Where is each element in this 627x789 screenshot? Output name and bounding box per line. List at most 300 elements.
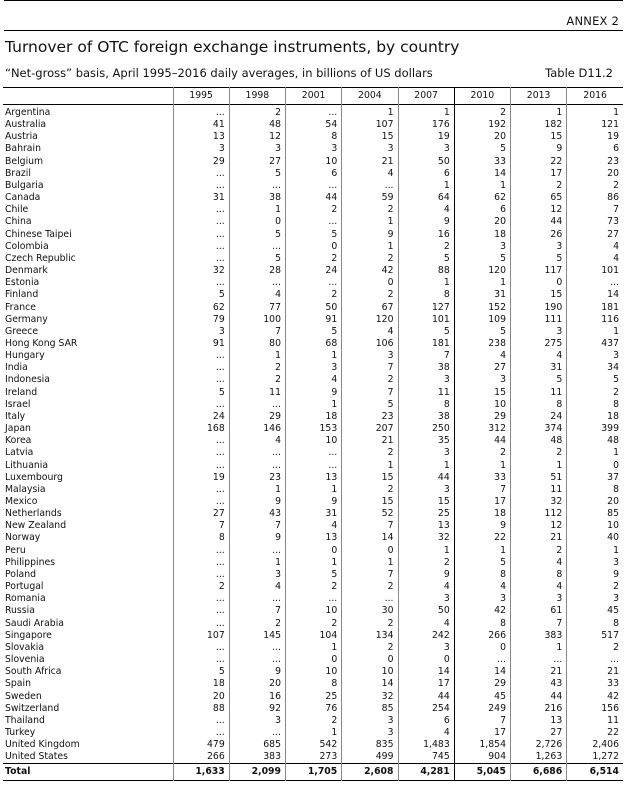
value-cell: 9 (286, 387, 342, 399)
value-cell: 2 (567, 180, 623, 192)
value-cell: 2 (286, 289, 342, 301)
value-cell: 24 (286, 265, 342, 277)
value-cell: ... (173, 241, 229, 253)
value-cell: 5 (173, 666, 229, 678)
value-cell: 18 (454, 229, 510, 241)
value-cell: ... (229, 447, 285, 459)
value-cell: 25 (286, 691, 342, 703)
value-cell: 14 (454, 168, 510, 180)
value-cell: 15 (342, 131, 398, 143)
value-cell: 5 (229, 229, 285, 241)
value-cell: 0 (342, 545, 398, 557)
value-cell: 10 (567, 520, 623, 532)
value-cell: 8 (398, 289, 454, 301)
value-cell: ... (454, 654, 510, 666)
value-cell: 15 (511, 289, 567, 301)
value-cell: 22 (567, 727, 623, 739)
value-cell: 2 (342, 618, 398, 630)
value-cell: 0 (286, 545, 342, 557)
value-cell: 176 (398, 119, 454, 131)
table-row (3, 216, 623, 228)
value-cell: 109 (454, 314, 510, 326)
value-cell: 38 (398, 411, 454, 423)
value-cell: 4 (398, 727, 454, 739)
country-cell: Argentina (5, 107, 51, 118)
value-cell: 1 (342, 557, 398, 569)
country-cell: Poland (5, 568, 37, 580)
value-cell: ... (173, 399, 229, 411)
value-cell: 1 (342, 105, 398, 120)
value-cell: 249 (454, 703, 510, 715)
value-cell: 106 (342, 338, 398, 350)
table-row (3, 435, 623, 447)
table-reference: Table D11.2 (545, 66, 613, 80)
value-cell: 59 (342, 192, 398, 204)
value-cell: ... (173, 105, 229, 120)
value-cell: 13 (398, 520, 454, 532)
value-cell: 29 (454, 411, 510, 423)
value-cell: 44 (286, 192, 342, 204)
value-cell: 6 (567, 143, 623, 155)
value-cell: 4 (398, 618, 454, 630)
value-cell: 48 (567, 435, 623, 447)
value-cell: 107 (173, 630, 229, 642)
value-cell: 44 (454, 435, 510, 447)
value-cell: ... (286, 180, 342, 192)
total-label: Total (5, 766, 31, 778)
value-cell: 50 (286, 302, 342, 314)
value-cell: 22 (511, 156, 567, 168)
value-cell: 20 (567, 496, 623, 508)
value-cell: 15 (398, 496, 454, 508)
value-cell: 153 (286, 423, 342, 435)
value-cell: 4 (342, 168, 398, 180)
table-row (3, 703, 623, 715)
value-cell: 2 (229, 362, 285, 374)
value-cell: 8 (398, 399, 454, 411)
value-cell: 18 (454, 508, 510, 520)
value-cell: 2 (342, 642, 398, 654)
value-cell: 1 (229, 557, 285, 569)
country-cell: Thailand (5, 714, 45, 726)
table-row (3, 131, 623, 143)
table-row (3, 630, 623, 642)
value-cell: 5 (511, 253, 567, 265)
value-cell: 5 (229, 253, 285, 265)
value-cell: 26 (511, 229, 567, 241)
value-cell: 266 (454, 630, 510, 642)
value-cell: 1,854 (454, 739, 510, 751)
total-value-cell: 6,686 (511, 764, 567, 781)
table-row (3, 119, 623, 131)
table-row (3, 520, 623, 532)
value-cell: 32 (173, 265, 229, 277)
value-cell: 10 (286, 156, 342, 168)
value-cell: 2 (286, 715, 342, 727)
value-cell: 9 (567, 569, 623, 581)
value-cell: ... (286, 593, 342, 605)
value-cell: 33 (454, 156, 510, 168)
value-cell: 1 (286, 642, 342, 654)
value-cell: 80 (229, 338, 285, 350)
value-cell: 31 (511, 362, 567, 374)
value-cell: 4 (567, 253, 623, 265)
value-cell: 68 (286, 338, 342, 350)
value-cell: 1 (398, 180, 454, 192)
value-cell: 3 (454, 374, 510, 386)
table-row (3, 277, 623, 289)
country-cell: France (5, 301, 36, 313)
value-cell: 374 (511, 423, 567, 435)
value-cell: 37 (567, 472, 623, 484)
value-cell: 1 (567, 326, 623, 338)
table-row (3, 447, 623, 459)
value-cell: 19 (173, 472, 229, 484)
value-cell: 33 (454, 472, 510, 484)
table-row (3, 253, 623, 265)
value-cell: 5 (398, 253, 454, 265)
country-cell: Ireland (5, 386, 38, 398)
value-cell: 145 (229, 630, 285, 642)
value-cell: 1 (342, 460, 398, 472)
value-cell: 399 (567, 423, 623, 435)
value-cell: 1 (286, 727, 342, 739)
value-cell: 0 (342, 277, 398, 289)
country-cell: China (5, 216, 32, 228)
value-cell: 7 (229, 326, 285, 338)
value-cell: 43 (511, 678, 567, 690)
value-cell: 9 (398, 569, 454, 581)
value-cell: 61 (511, 605, 567, 617)
value-cell: 904 (454, 751, 510, 764)
table-row (3, 350, 623, 362)
country-cell: Luxembourg (5, 471, 63, 483)
value-cell: 0 (398, 654, 454, 666)
value-cell: 5 (229, 168, 285, 180)
country-cell: Switzerland (5, 702, 60, 714)
value-cell: 23 (229, 472, 285, 484)
value-cell: ... (173, 216, 229, 228)
value-cell: ... (173, 618, 229, 630)
year-header: 2007 (398, 88, 454, 105)
table-row (3, 289, 623, 301)
value-cell: 88 (173, 703, 229, 715)
value-cell: 35 (398, 435, 454, 447)
value-cell: 3 (398, 374, 454, 386)
value-cell: ... (229, 460, 285, 472)
table-row (3, 168, 623, 180)
value-cell: 3 (229, 569, 285, 581)
value-cell: 5 (173, 289, 229, 301)
table-row (3, 192, 623, 204)
value-cell: 38 (229, 192, 285, 204)
value-cell: ... (173, 180, 229, 192)
value-cell: 3 (342, 715, 398, 727)
value-cell: 3 (173, 143, 229, 155)
value-cell: 62 (454, 192, 510, 204)
country-cell: Sweden (5, 690, 42, 702)
value-cell: 242 (398, 630, 454, 642)
value-cell: 45 (567, 605, 623, 617)
value-cell: 4 (229, 581, 285, 593)
value-cell: ... (173, 204, 229, 216)
value-cell: 7 (229, 605, 285, 617)
value-cell: 127 (398, 302, 454, 314)
value-cell: 0 (229, 216, 285, 228)
value-cell: ... (229, 277, 285, 289)
table-row (3, 411, 623, 423)
value-cell: 542 (286, 739, 342, 751)
value-cell: 207 (342, 423, 398, 435)
country-cell: Indonesia (5, 374, 50, 386)
country-cell: United States (5, 751, 68, 763)
value-cell: 12 (511, 520, 567, 532)
value-cell: 14 (342, 532, 398, 544)
value-cell: 16 (229, 691, 285, 703)
value-cell: 5 (286, 229, 342, 241)
value-cell: 27 (454, 362, 510, 374)
value-cell: 685 (229, 739, 285, 751)
value-cell: 8 (173, 532, 229, 544)
value-cell: 1 (454, 180, 510, 192)
value-cell: 0 (342, 654, 398, 666)
value-cell: 2,406 (567, 739, 623, 751)
table-row (3, 666, 623, 678)
value-cell: 216 (511, 703, 567, 715)
value-cell: 112 (511, 508, 567, 520)
value-cell: 20 (454, 131, 510, 143)
value-cell: 25 (398, 508, 454, 520)
table-row (3, 751, 623, 764)
value-cell: 3 (398, 593, 454, 605)
value-cell: 117 (511, 265, 567, 277)
table-row (3, 180, 623, 192)
value-cell: 5 (454, 557, 510, 569)
header-row (3, 88, 623, 105)
value-cell: 27 (511, 727, 567, 739)
value-cell: 5 (511, 374, 567, 386)
year-header: 2010 (454, 88, 510, 105)
value-cell: 40 (567, 532, 623, 544)
value-cell: ... (342, 593, 398, 605)
table-row (3, 241, 623, 253)
value-cell: 181 (398, 338, 454, 350)
value-cell: 7 (398, 350, 454, 362)
value-cell: 79 (173, 314, 229, 326)
value-cell: 4 (454, 581, 510, 593)
value-cell: 101 (567, 265, 623, 277)
table-row (3, 399, 623, 411)
value-cell: 0 (286, 654, 342, 666)
value-cell: 312 (454, 423, 510, 435)
table-row (3, 105, 623, 120)
value-cell: 104 (286, 630, 342, 642)
value-cell: 18 (567, 411, 623, 423)
value-cell: 20 (229, 678, 285, 690)
value-cell: 29 (454, 678, 510, 690)
table-row (3, 642, 623, 654)
value-cell: 13 (286, 532, 342, 544)
value-cell: 835 (342, 739, 398, 751)
total-value-cell: 6,514 (567, 764, 623, 781)
value-cell: 3 (229, 143, 285, 155)
value-cell: 8 (567, 618, 623, 630)
value-cell: 2,726 (511, 739, 567, 751)
table-row (3, 374, 623, 386)
value-cell: 275 (511, 338, 567, 350)
value-cell: ... (173, 168, 229, 180)
value-cell: 181 (567, 302, 623, 314)
value-cell: 44 (511, 216, 567, 228)
table-row (3, 508, 623, 520)
value-cell: 6 (454, 204, 510, 216)
value-cell: 4 (229, 289, 285, 301)
country-cell: Greece (5, 325, 39, 337)
country-cell: Hong Kong SAR (5, 337, 78, 349)
value-cell: 62 (173, 302, 229, 314)
value-cell: 2 (173, 581, 229, 593)
value-cell: 2 (511, 447, 567, 459)
value-cell: 9 (398, 216, 454, 228)
table-row (3, 654, 623, 666)
page-title: Turnover of OTC foreign exchange instruments, by country (5, 38, 460, 56)
value-cell: 50 (398, 156, 454, 168)
value-cell: ... (286, 460, 342, 472)
value-cell: 4 (511, 350, 567, 362)
value-cell: 8 (286, 131, 342, 143)
table-row (3, 423, 623, 435)
value-cell: 9 (342, 229, 398, 241)
value-cell: 120 (454, 265, 510, 277)
value-cell: 17 (398, 678, 454, 690)
value-cell: ... (286, 105, 342, 120)
table-body (3, 105, 623, 764)
country-cell: New Zealand (5, 520, 67, 532)
value-cell: 254 (398, 703, 454, 715)
value-cell: 1 (229, 484, 285, 496)
year-header: 2016 (567, 88, 623, 105)
total-row (3, 764, 623, 781)
value-cell: 92 (229, 703, 285, 715)
value-cell: 2 (398, 557, 454, 569)
value-cell: 12 (229, 131, 285, 143)
value-cell: 745 (398, 751, 454, 764)
value-cell: 5 (286, 569, 342, 581)
value-cell: 44 (398, 691, 454, 703)
value-cell: 3 (567, 593, 623, 605)
value-cell: 20 (454, 216, 510, 228)
year-header: 2001 (286, 88, 342, 105)
value-cell: 42 (454, 605, 510, 617)
value-cell: 5 (173, 387, 229, 399)
table-row (3, 678, 623, 690)
value-cell: 4 (511, 557, 567, 569)
value-cell: 192 (454, 119, 510, 131)
value-cell: 0 (286, 241, 342, 253)
value-cell: 15 (454, 387, 510, 399)
value-cell: 3 (511, 241, 567, 253)
value-cell: ... (173, 593, 229, 605)
value-cell: 52 (342, 508, 398, 520)
value-cell: 107 (342, 119, 398, 131)
value-cell: 23 (342, 411, 398, 423)
value-cell: 517 (567, 630, 623, 642)
value-cell: 2 (286, 204, 342, 216)
value-cell: 121 (567, 119, 623, 131)
total-value-cell: 1,705 (286, 764, 342, 781)
value-cell: 17 (454, 496, 510, 508)
value-cell: 2 (286, 253, 342, 265)
total-value-cell: 5,045 (454, 764, 510, 781)
value-cell: 5 (342, 399, 398, 411)
value-cell: 2 (229, 374, 285, 386)
value-cell: 2 (286, 581, 342, 593)
value-cell: 38 (398, 362, 454, 374)
value-cell: 2 (454, 447, 510, 459)
value-cell: 4 (286, 520, 342, 532)
table-row (3, 229, 623, 241)
value-cell: 9 (286, 496, 342, 508)
value-cell: 5 (567, 374, 623, 386)
country-cell: Denmark (5, 265, 48, 277)
value-cell: ... (229, 399, 285, 411)
value-cell: 19 (567, 131, 623, 143)
value-cell: 8 (286, 678, 342, 690)
value-cell: 76 (286, 703, 342, 715)
value-cell: 13 (511, 715, 567, 727)
country-cell: Israel (5, 398, 31, 410)
value-cell: 383 (511, 630, 567, 642)
value-cell: ... (229, 654, 285, 666)
value-cell: 15 (342, 472, 398, 484)
value-cell: ... (173, 362, 229, 374)
value-cell: 1 (398, 545, 454, 557)
value-cell: 27 (567, 229, 623, 241)
value-cell: 3 (342, 727, 398, 739)
value-cell: 10 (286, 605, 342, 617)
value-cell: 7 (173, 520, 229, 532)
value-cell: 4 (398, 204, 454, 216)
country-cell: Japan (5, 423, 31, 435)
value-cell: 14 (342, 678, 398, 690)
table-row (3, 605, 623, 617)
value-cell: 4 (229, 435, 285, 447)
value-cell: 13 (286, 472, 342, 484)
value-cell: ... (173, 642, 229, 654)
value-cell: 238 (454, 338, 510, 350)
annex-rule (4, 30, 623, 31)
value-cell: 33 (567, 678, 623, 690)
value-cell: 120 (342, 314, 398, 326)
value-cell: 1 (567, 545, 623, 557)
value-cell: 11 (398, 387, 454, 399)
value-cell: 4 (567, 241, 623, 253)
table-row (3, 387, 623, 399)
value-cell: 8 (454, 618, 510, 630)
annex-label: ANNEX 2 (566, 14, 619, 28)
country-cell: Lithuania (5, 459, 49, 471)
value-cell: ... (229, 241, 285, 253)
value-cell: ... (173, 496, 229, 508)
table-row (3, 265, 623, 277)
table-row (3, 496, 623, 508)
value-cell: 479 (173, 739, 229, 751)
value-cell: 43 (229, 508, 285, 520)
country-cell: India (5, 362, 28, 374)
year-header: 1995 (173, 88, 229, 105)
value-cell: 266 (173, 751, 229, 764)
value-cell: 0 (511, 277, 567, 289)
